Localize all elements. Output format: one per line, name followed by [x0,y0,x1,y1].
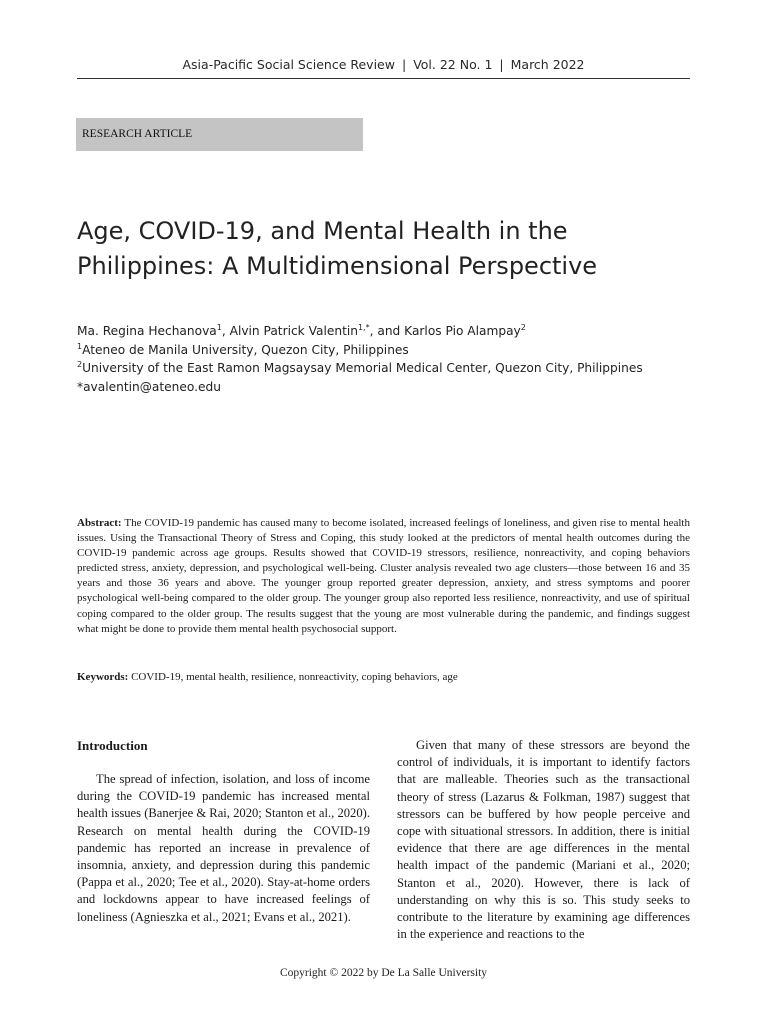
abstract [77,516,690,637]
abstract-label: Abstract: [77,517,122,529]
author-affiliation-mark: 1 [216,322,222,332]
body-paragraph: Given that many of these stressors are beyond the control of individuals, it is important to identify factors that are malleable. Theories such as the transactional theory of stress (Lazarus & Folkman, 1987) suggest that stressors can be buffered by how people perceive and cope with situational stressors. In addition, there is initial evidence that there are age differences in the mental health impact of the pandemic (Mariani et al., 2020; Stanton et al., 2020). However, there is lack of understanding on why this is so. This study seeks to contribute to the literature by examining age differences in the experience and reactions to the [397,738,690,942]
keywords-text: COVID-19, mental health, resilience, nonreactivity, coping behaviors, age [128,671,458,683]
affiliation-text: Ateneo de Manila University, Quezon City, Philippines [82,342,409,357]
affiliation-2 [77,359,697,378]
right-column [397,737,690,943]
affiliation-text: University of the East Ramon Magsaysay Memorial Medical Center, Quezon City, Philippines [82,361,643,375]
copyright-footer: Copyright © 2022 by De La Salle University [279,967,488,979]
journal-volume: Vol. 22 No. 1 [413,57,493,72]
author-affiliation-mark: 2 [520,322,526,332]
body-paragraph: The spread of infection, isolation, and loss of income during the COVID-19 pandemic has increased mental health issues (Banerjee & Rai, 2020; Stanton et al., 2020). Research on mental health during the COVID-19 pandemic has reported an increase in prevalence of insomnia, anxiety, and depression during this pandemic (Pappa et al., 2020; Tee et al., 2020). Stay-at-home orders and lockdowns appear to have increased feelings of loneliness (Agnieszka et al., 2021; Evans et al., 2021). [77,772,370,924]
header-separator: | [401,57,407,72]
author-separator: , and [369,324,405,338]
author-affiliation-mark: 1,* [357,322,370,332]
article-title [77,214,697,284]
header-rule [77,78,690,79]
title-line-2: Philippines: A Multidimensional Perspective [77,252,598,280]
abstract-text: The COVID-19 pandemic has caused many to become isolated, increased feelings of loneliness, and given rise to mental health issues. Using the Transactional Theory of Stress and Coping, this study looked at the predictors of mental health outcomes during the COVID-19 pandemic across age groups. Results showed that COVID-19 stressors, resilience, nonreactivity, and coping behaviors predicted stress, anxiety, depression, and psychological well-being. Cluster analysis revealed two age clusters—those between 16 and 35 years and those 36 years and above. The younger group reported greater depression, anxiety, and stress symptoms and poorer psychological well-being compared to the older group. The younger group also reported less resilience, nonreactivity, and use of spiritual coping compared to the older group. The results suggest that the young are most vulnerable during the pandemic, and findings suggest what might be done to provide them mental health psychosocial support. [77,517,690,635]
author-list [77,322,697,341]
author-separator: , [221,324,230,338]
author-name: Ma. Regina Hechanova [77,324,217,338]
keywords-label: Keywords: [77,671,129,683]
affiliation-1 [77,341,697,360]
title-line-1: Age, COVID-19, and Mental Health in the [77,217,568,245]
section-heading-introduction: Introduction [77,738,148,753]
keywords [77,670,690,685]
corresponding-email: *avalentin@ateneo.edu [77,379,221,394]
author-name: Alvin Patrick Valentin [229,324,358,338]
affiliation-mark: 2 [77,359,83,369]
journal-name: Asia-Pacific Social Science Review [182,57,395,72]
header-separator: | [499,57,504,72]
affiliation-mark: 1 [77,341,83,351]
left-column [77,737,370,926]
article-type-label: RESEARCH ARTICLE [76,118,363,151]
journal-header [77,57,690,72]
journal-date: March 2022 [510,57,585,72]
author-block [77,322,697,396]
author-name: Karlos Pio Alampay [404,324,521,338]
